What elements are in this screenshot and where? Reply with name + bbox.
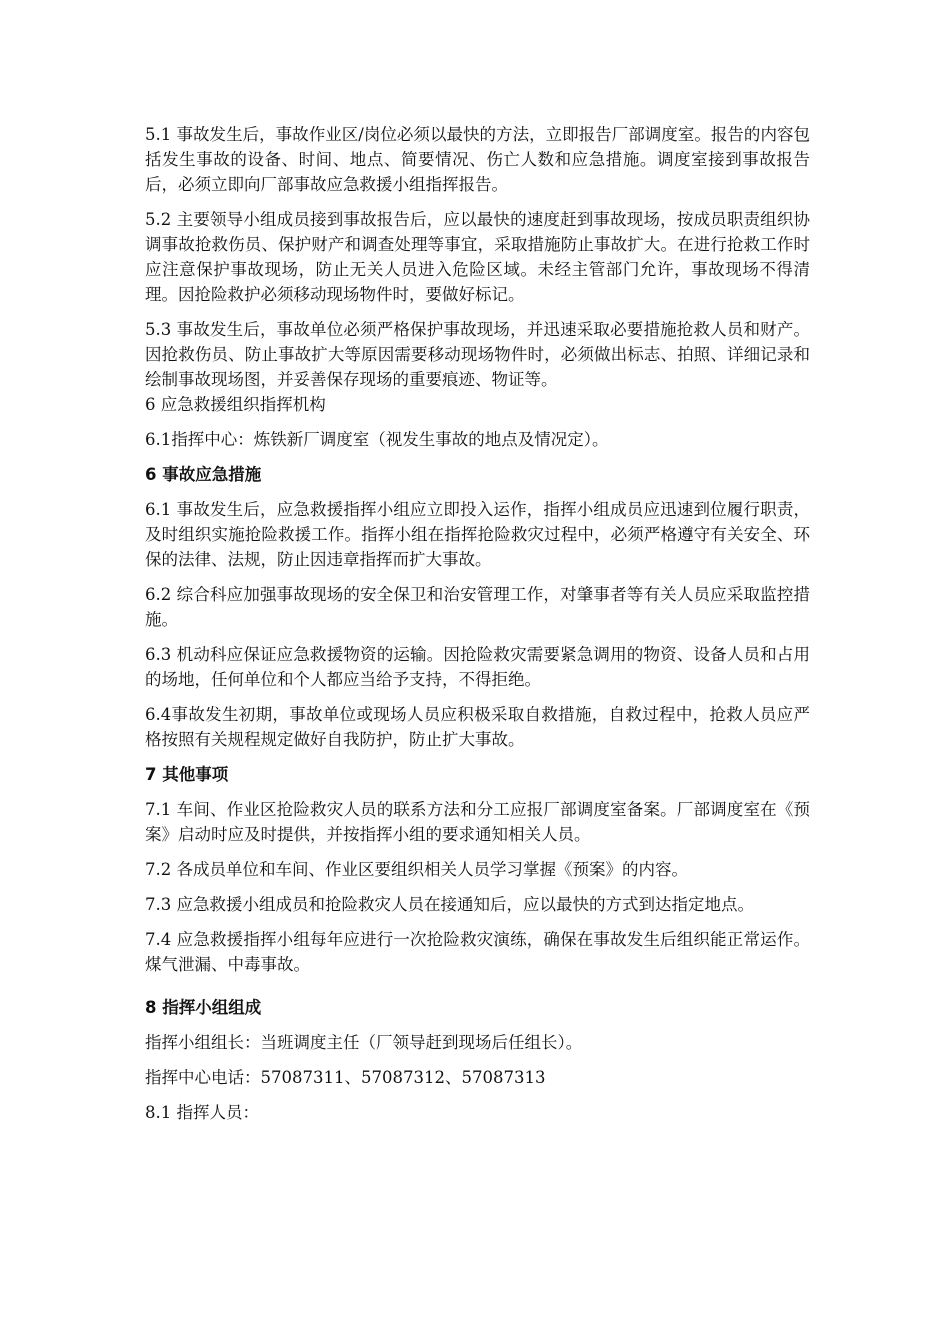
paragraph-7-4: 7.4 应急救援指挥小组每年应进行一次抢险救灾演练，确保在事故发生后组织能正常运作。煤气泄漏、中毒事故。	[145, 930, 810, 974]
document-page	[145, 122, 810, 1135]
paragraph-5-1: 5.1 事故发生后，事故作业区/岗位必须以最快的方法，立即报告厂部调度室。报告的内容包括发生事故的设备、时间、地点、简要情况、伤亡人数和应急措施。调度室接到事故报告后，必须立即向厂部事故应急救援小组指挥报告。	[145, 125, 810, 194]
paragraph-7-1: 7.1 车间、作业区抢险救灾人员的联系方法和分工应报厂部调度室备案。厂部调度室在《预案》启动时应及时提供，并按指挥小组的要求通知相关人员。	[145, 800, 810, 844]
paragraph-5-3: 5.3 事故发生后，事故单位必须严格保护事故现场，并迅速采取必要措施抢救人员和财产。因抢救伤员、防止事故扩大等原因需要移动现场物件时，必须做出标志、拍照、详细记录和绘制事故现场图，并妥善保存现场的重要痕迹、物证等。	[145, 320, 810, 389]
paragraph-5-2: 5.2 主要领导小组成员接到事故报告后，应以最快的速度赶到事故现场，按成员职责组织协调事故抢救伤员、保护财产和调查处理等事宜，采取措施防止事故扩大。在进行抢救工作时应注意保护事故现场，防止无关人员进入危险区域。未经主管部门允许，事故现场不得清理。因抢险救护必须移动现场物件时，要做好标记。	[145, 210, 810, 304]
paragraph-7-2: 7.2 各成员单位和车间、作业区要组织相关人员学习掌握《预案》的内容。	[145, 860, 688, 879]
heading-6-emergency-measures: 6 事故应急措施	[145, 465, 262, 484]
paragraph-8-1-command-staff: 8.1 指挥人员：	[145, 1103, 259, 1122]
paragraph-6-1-command-center: 6.1指挥中心：炼铁新厂调度室（视发生事故的地点及情况定）。	[145, 430, 609, 449]
paragraph-6-1: 6.1 事故发生后，应急救援指挥小组应立即投入运作，指挥小组成员应迅速到位履行职责，及时组织实施抢险救援工作。指挥小组在指挥抢险救灾过程中，必须严格遵守有关安全、环保的法律、法规，防止因违章指挥而扩大事故。	[145, 500, 810, 569]
heading-7-other-matters: 7 其他事项	[145, 765, 229, 784]
paragraph-6-org-title: 6 应急救援组织指挥机构	[145, 395, 326, 414]
paragraph-6-2: 6.2 综合科应加强事故现场的安全保卫和治安管理工作，对肇事者等有关人员应采取监控措施。	[145, 585, 810, 629]
heading-8-command-group: 8 指挥小组组成	[145, 998, 262, 1017]
paragraph-7-3: 7.3 应急救援小组成员和抢险救灾人员在接通知后，应以最快的方式到达指定地点。	[145, 895, 754, 914]
paragraph-6-3: 6.3 机动科应保证应急救援物资的运输。因抢险救灾需要紧急调用的物资、设备人员和占用的场地，任何单位和个人都应当给予支持，不得拒绝。	[145, 645, 810, 689]
paragraph-6-4: 6.4事故发生初期，事故单位或现场人员应积极采取自救措施，自救过程中，抢救人员应严格按照有关规程规定做好自我防护，防止扩大事故。	[145, 705, 810, 749]
paragraph-group-leader: 指挥小组组长：当班调度主任（厂领导赶到现场后任组长）。	[145, 1033, 583, 1052]
paragraph-command-phone: 指挥中心电话：57087311、57087312、57087313	[145, 1068, 546, 1087]
